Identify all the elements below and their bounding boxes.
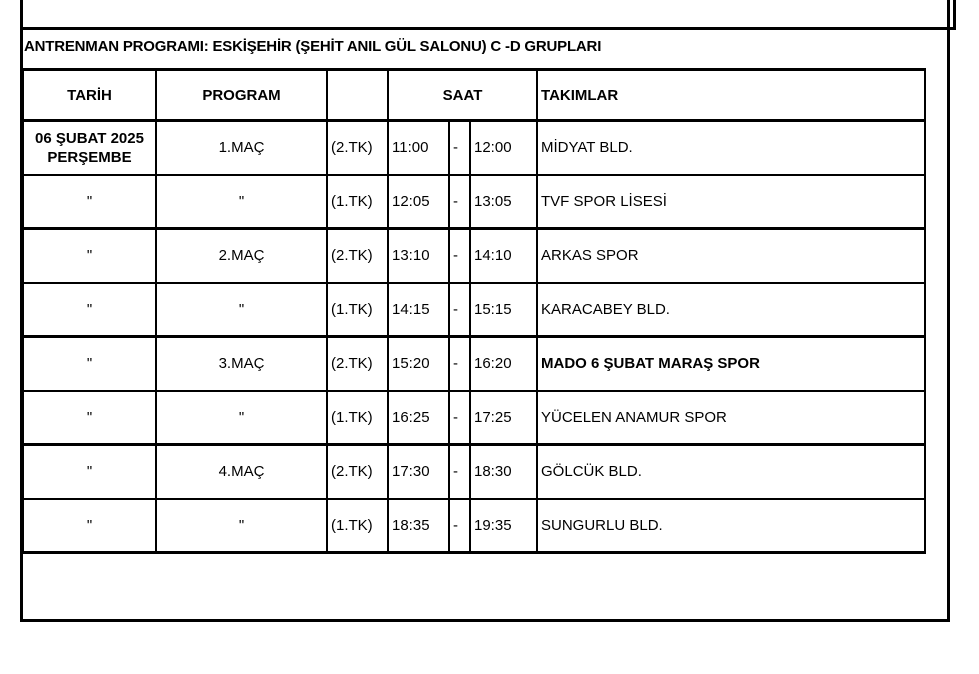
cell-tarih: " (23, 445, 156, 499)
cell-program: 3.MAÇ (156, 337, 327, 391)
cell-end: 17:25 (470, 391, 537, 445)
cell-tk: (1.TK) (327, 499, 388, 553)
cell-program: " (156, 391, 327, 445)
cell-sep: - (449, 229, 470, 283)
cell-takim: ARKAS SPOR (537, 229, 925, 283)
table-row (23, 229, 925, 283)
table-row (23, 283, 925, 337)
table-row (23, 337, 925, 391)
cell-sep: - (449, 337, 470, 391)
cell-sep: - (449, 175, 470, 229)
schedule-table (22, 68, 926, 554)
cell-takim: MİDYAT BLD. (537, 121, 925, 175)
cell-tarih: " (23, 337, 156, 391)
cell-start: 17:30 (388, 445, 449, 499)
table-header-row (23, 70, 925, 121)
cell-sep: - (449, 121, 470, 175)
cell-takim: KARACABEY BLD. (537, 283, 925, 337)
cell-end: 14:10 (470, 229, 537, 283)
cell-tarih: " (23, 229, 156, 283)
cell-tarih: " (23, 499, 156, 553)
cell-tarih: " (23, 175, 156, 229)
cell-tk: (2.TK) (327, 337, 388, 391)
header-tk (327, 70, 388, 121)
header-program: PROGRAM (156, 70, 327, 121)
cell-takim: YÜCELEN ANAMUR SPOR (537, 391, 925, 445)
cell-sep: - (449, 283, 470, 337)
cell-tarih (23, 121, 156, 175)
cell-start: 11:00 (388, 121, 449, 175)
cell-program: " (156, 283, 327, 337)
cell-takim: MADO 6 ŞUBAT MARAŞ SPOR (537, 337, 925, 391)
table-row (23, 391, 925, 445)
cell-start: 13:10 (388, 229, 449, 283)
cell-program: 2.MAÇ (156, 229, 327, 283)
cell-takim: TVF SPOR LİSESİ (537, 175, 925, 229)
cell-program: " (156, 499, 327, 553)
weekday-line: PERŞEMBE (47, 148, 132, 166)
cell-start: 15:20 (388, 337, 449, 391)
cell-end: 19:35 (470, 499, 537, 553)
cell-tk: (1.TK) (327, 175, 388, 229)
cell-end: 13:05 (470, 175, 537, 229)
cell-program: 4.MAÇ (156, 445, 327, 499)
cell-start: 12:05 (388, 175, 449, 229)
cell-program: 1.MAÇ (156, 121, 327, 175)
cell-takim: SUNGURLU BLD. (537, 499, 925, 553)
table-row (23, 121, 925, 175)
cell-sep: - (449, 445, 470, 499)
cell-sep: - (449, 499, 470, 553)
cell-sep: - (449, 391, 470, 445)
cell-end: 16:20 (470, 337, 537, 391)
cell-program: " (156, 175, 327, 229)
cell-end: 15:15 (470, 283, 537, 337)
cell-end: 12:00 (470, 121, 537, 175)
cell-end: 18:30 (470, 445, 537, 499)
date-line: 06 ŞUBAT 2025 (35, 129, 144, 147)
table-row (23, 499, 925, 553)
cell-start: 14:15 (388, 283, 449, 337)
table-row (23, 445, 925, 499)
header-takimlar: TAKIMLAR (537, 70, 925, 121)
cell-tk: (2.TK) (327, 445, 388, 499)
cell-tk: (2.TK) (327, 121, 388, 175)
page-title: ANTRENMAN PROGRAMI: ESKİŞEHİR (ŞEHİT ANIL GÜL SALONU) C -D GRUPLARI (24, 38, 602, 55)
cell-start: 18:35 (388, 499, 449, 553)
cell-start: 16:25 (388, 391, 449, 445)
cell-tk: (2.TK) (327, 229, 388, 283)
cell-tk: (1.TK) (327, 283, 388, 337)
table-row (23, 175, 925, 229)
header-saat: SAAT (388, 70, 537, 121)
header-tarih: TARİH (23, 70, 156, 121)
cell-tarih: " (23, 283, 156, 337)
cell-takim: GÖLCÜK BLD. (537, 445, 925, 499)
cell-tarih: " (23, 391, 156, 445)
cell-tk: (1.TK) (327, 391, 388, 445)
